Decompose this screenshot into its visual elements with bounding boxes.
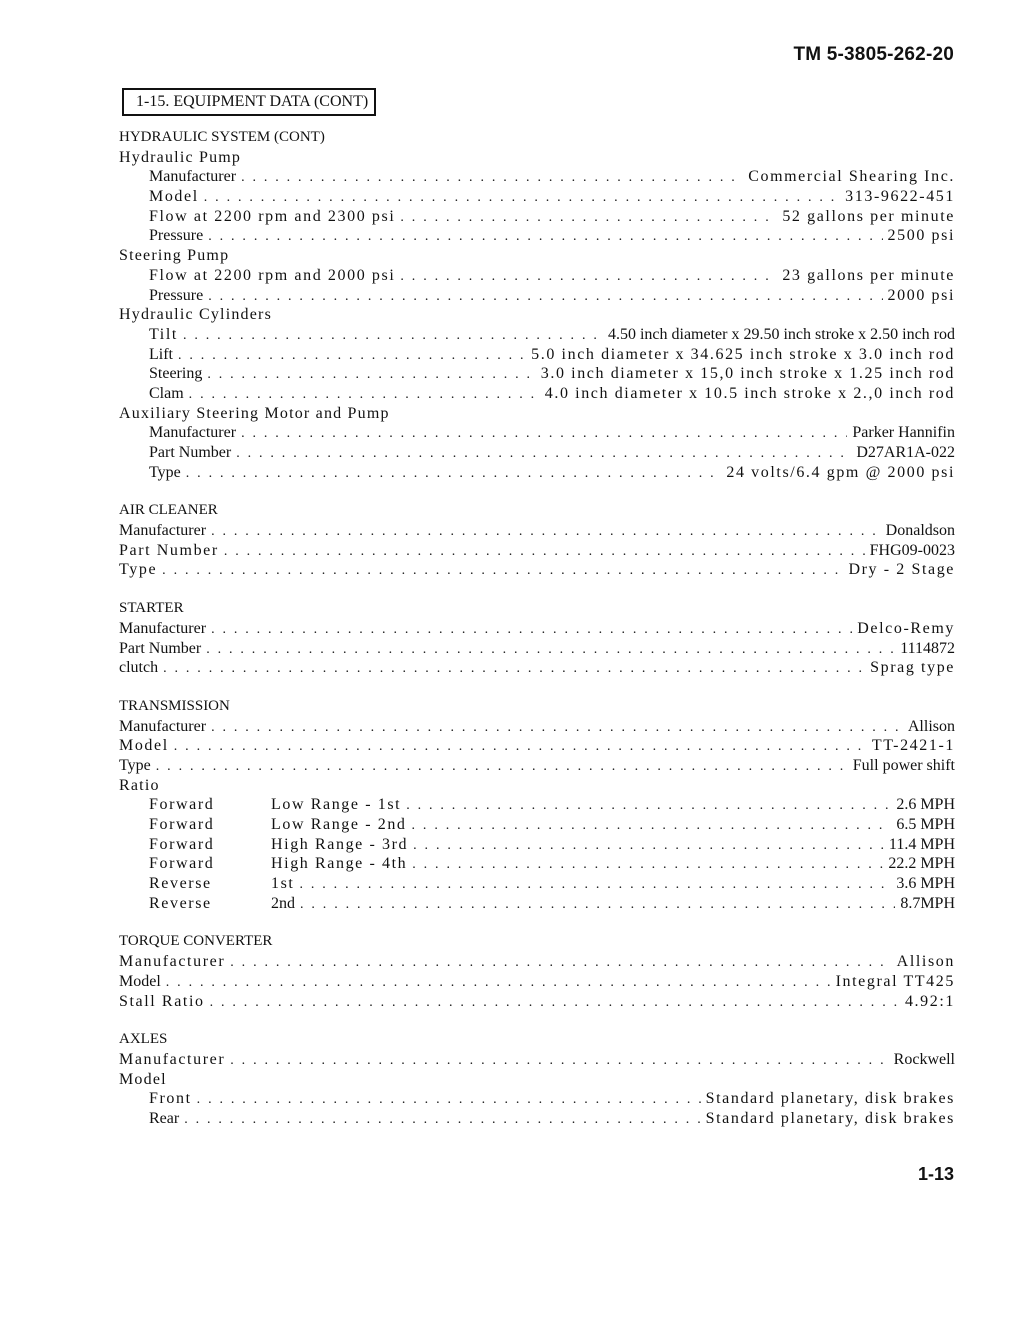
equipment-data-list — [119, 128, 955, 1129]
ratio-direction: Forward — [149, 796, 215, 814]
ratio-row — [119, 874, 955, 894]
hydraulic-heading: HYDRAULIC SYSTEM (CONT) — [119, 129, 325, 145]
spec-row — [119, 443, 955, 463]
spec-label: Model — [119, 737, 169, 755]
dot-leader — [186, 464, 722, 484]
spec-value: Full power shift — [852, 756, 955, 774]
spec-label: Front — [149, 1090, 192, 1108]
spec-label: Flow at 2200 rpm and 2300 psi — [149, 207, 396, 225]
spec-value: 24 volts/6.4 gpm @ 2000 psi — [726, 463, 955, 481]
dot-leader — [299, 875, 891, 895]
spec-label: Part Number — [119, 541, 219, 559]
spec-label: Lift — [149, 345, 173, 363]
spec-row — [119, 463, 955, 483]
ratio-direction: Reverse — [149, 875, 212, 893]
spec-value: 52 gallons per minute — [782, 207, 955, 225]
dot-leader — [236, 444, 851, 464]
spec-row — [119, 658, 955, 678]
spec-value: Rockwell — [893, 1050, 955, 1068]
dot-leader — [230, 953, 891, 973]
spec-value: Sprag type — [870, 659, 955, 677]
dot-leader — [208, 227, 882, 247]
dot-leader — [241, 168, 743, 188]
dot-leader — [412, 816, 892, 836]
dot-leader — [400, 267, 777, 287]
hydraulic-pump-heading: Hydraulic Pump — [119, 148, 242, 166]
spec-value: Parker Hannifin — [852, 424, 955, 442]
dot-leader — [206, 640, 895, 660]
aux-steering-heading: Auxiliary Steering Motor and Pump — [119, 404, 390, 422]
dot-leader — [174, 737, 867, 757]
dot-leader — [211, 522, 881, 542]
dot-leader — [241, 424, 847, 444]
dot-leader — [211, 620, 852, 640]
dot-leader — [204, 188, 840, 208]
spec-row — [119, 1050, 955, 1070]
section-title: 1-15. EQUIPMENT DATA (CONT) — [122, 88, 376, 116]
spec-row — [119, 266, 955, 286]
dot-leader — [300, 895, 895, 915]
dot-leader — [413, 836, 884, 856]
spec-value: 23 gallons per minute — [782, 266, 955, 284]
axles-heading: AXLES — [119, 1031, 168, 1048]
spec-row — [119, 364, 955, 384]
spec-row — [119, 167, 955, 187]
dot-leader — [183, 326, 603, 346]
spec-label: Manufacturer — [119, 522, 207, 540]
steering-pump-heading: Steering Pump — [119, 247, 230, 265]
spec-row — [119, 736, 955, 756]
spec-value: Donaldson — [885, 522, 955, 540]
dot-leader — [178, 346, 526, 366]
ratio-direction: Forward — [149, 835, 215, 853]
spec-value: 2500 psi — [887, 227, 955, 245]
spec-row — [119, 286, 955, 306]
spec-row — [119, 1109, 955, 1129]
ratio-speed: 22.2 MPH — [888, 855, 955, 873]
spec-row — [119, 952, 955, 972]
spec-row — [119, 325, 955, 345]
ratio-range: 2nd — [271, 894, 295, 912]
spec-value: 2000 psi — [887, 286, 955, 304]
spec-value: Delco-Remy — [857, 619, 955, 637]
spec-row — [119, 756, 955, 776]
spec-label: Rear — [149, 1109, 180, 1127]
spec-label: Tilt — [149, 325, 178, 343]
dot-leader — [189, 385, 540, 405]
dot-leader — [163, 659, 865, 679]
torque-converter-heading: TORQUE CONVERTER — [119, 933, 273, 950]
spec-label: Flow at 2200 rpm and 2000 psi — [149, 266, 396, 284]
ratio-row — [119, 815, 955, 835]
ratio-range: Low Range - 1st — [271, 796, 402, 814]
spec-value: TT-2421-1 — [871, 737, 955, 755]
dot-leader — [156, 757, 848, 777]
dot-leader — [162, 561, 843, 581]
spec-value: Integral TT425 — [835, 972, 955, 990]
document-number: TM 5-3805-262-20 — [793, 44, 954, 65]
spec-label: Manufacturer — [119, 717, 207, 735]
hydraulic-cylinders-heading: Hydraulic Cylinders — [119, 306, 272, 324]
spec-value: Standard planetary, disk brakes — [705, 1090, 955, 1108]
spec-label: Manufacturer — [119, 619, 207, 637]
spec-row — [119, 972, 955, 992]
starter-heading: STARTER — [119, 600, 184, 617]
spec-value: 5.0 inch diameter x 34.625 inch stroke x 3.0 inch rod — [531, 345, 955, 363]
spec-label: Pressure — [149, 286, 204, 304]
spec-label: Manufacturer — [119, 953, 226, 971]
spec-label: Manufacturer — [119, 1050, 226, 1068]
spec-row — [119, 187, 955, 207]
dot-leader — [211, 718, 903, 738]
spec-row — [119, 207, 955, 227]
ratio-speed: 8.7MPH — [900, 894, 955, 912]
spec-row — [119, 717, 955, 737]
spec-label: Manufacturer — [149, 168, 237, 186]
spec-value: 4.92:1 — [904, 992, 955, 1010]
ratio-row — [119, 835, 955, 855]
spec-value: 4.0 inch diameter x 10.5 inch stroke x 2.,0 inch rod — [544, 384, 955, 402]
spec-row — [119, 1089, 955, 1109]
transmission-heading: TRANSMISSION — [119, 697, 230, 714]
dot-leader — [166, 973, 831, 993]
page-number: 1-13 — [917, 1164, 954, 1184]
spec-label: Model — [119, 972, 161, 990]
spec-row — [119, 345, 955, 365]
ratio-row — [119, 894, 955, 914]
spec-label: Clam — [149, 384, 184, 402]
spec-value: FHG09-0023 — [869, 541, 955, 559]
spec-label: Part Number — [149, 444, 232, 461]
spec-label: Pressure — [149, 227, 204, 245]
spec-value: Dry - 2 Stage — [848, 561, 955, 579]
spec-row — [119, 423, 955, 443]
dot-leader — [197, 1090, 701, 1110]
ratio-speed: 2.6 MPH — [896, 796, 955, 814]
spec-value: Allison — [896, 953, 955, 971]
spec-row — [119, 639, 955, 659]
spec-row — [119, 384, 955, 404]
ratio-speed: 3.6 MPH — [896, 875, 955, 893]
spec-label: Model — [149, 188, 199, 206]
ratio-row — [119, 854, 955, 874]
spec-value: Commercial Shearing Inc. — [748, 168, 955, 186]
ratio-direction: Reverse — [149, 894, 212, 912]
spec-row — [119, 619, 955, 639]
ratio-range: 1st — [271, 875, 295, 893]
dot-leader — [400, 208, 777, 228]
spec-label: Type — [149, 463, 181, 481]
ratio-speed: 6.5 MPH — [896, 816, 955, 833]
ratio-row — [119, 795, 955, 815]
spec-row — [119, 541, 955, 561]
dot-leader — [207, 365, 535, 385]
spec-row — [119, 992, 955, 1012]
ratio-direction: Forward — [149, 816, 215, 833]
spec-value: Standard planetary, disk brakes — [705, 1109, 955, 1127]
dot-leader — [210, 993, 900, 1013]
dot-leader — [224, 542, 865, 562]
ratio-speed: 11.4 MPH — [888, 835, 955, 853]
ratio-heading: Ratio — [119, 776, 160, 794]
ratio-range: High Range - 3rd — [271, 835, 409, 853]
dot-leader — [184, 1110, 700, 1130]
spec-value: D27AR1A-022 — [856, 444, 955, 461]
spec-label: Stall Ratio — [119, 992, 205, 1010]
spec-row — [119, 226, 955, 246]
spec-value: 3.0 inch diameter x 15,0 inch stroke x 1.25 inch rod — [540, 365, 955, 383]
dot-leader — [230, 1051, 888, 1071]
spec-label: Manufacturer — [149, 424, 237, 442]
spec-label: Steering — [149, 365, 203, 383]
spec-value: 1114872 — [900, 639, 955, 657]
ratio-direction: Forward — [149, 855, 215, 873]
spec-label: Type — [119, 756, 151, 774]
spec-value: Allison — [907, 717, 955, 735]
spec-value: 313-9622-451 — [845, 188, 955, 206]
spec-label: Part Number — [119, 639, 202, 657]
axles-model-heading: Model — [119, 1070, 167, 1088]
ratio-range: Low Range - 2nd — [271, 816, 407, 833]
air-cleaner-heading: AIR CLEANER — [119, 502, 218, 519]
dot-leader — [208, 287, 882, 307]
ratio-range: High Range - 4th — [271, 855, 408, 873]
spec-value: 4.50 inch diameter x 29.50 inch stroke x 2.50 inch rod — [607, 325, 955, 343]
spec-row — [119, 560, 955, 580]
spec-label: Type — [119, 561, 158, 579]
spec-label: clutch — [119, 659, 159, 677]
dot-leader — [412, 855, 883, 875]
spec-row — [119, 521, 955, 541]
dot-leader — [406, 796, 891, 816]
